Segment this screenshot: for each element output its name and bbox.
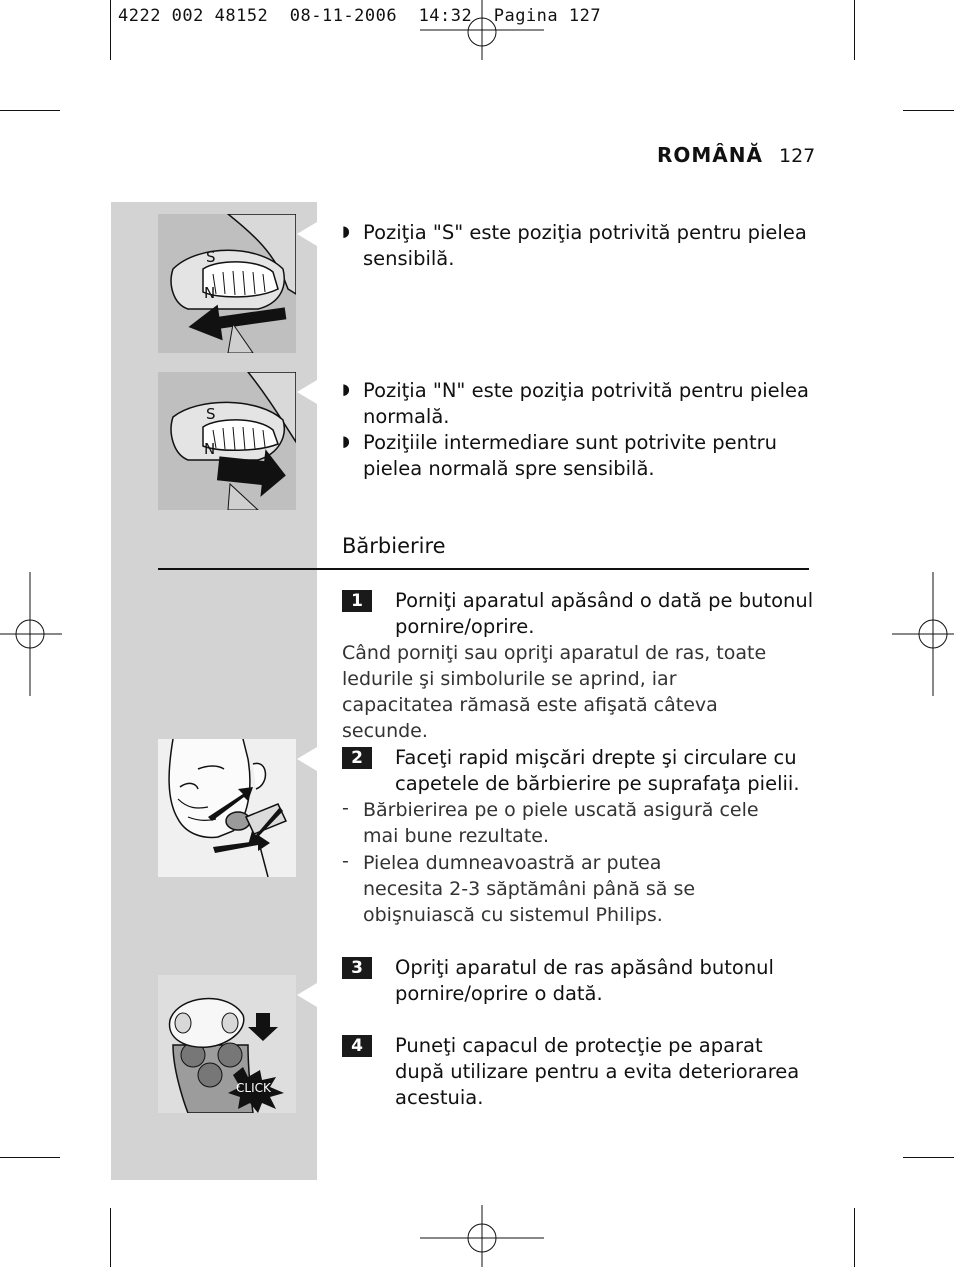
- registration-mark-left: [0, 572, 62, 696]
- comfort-setting-s-illustration: [158, 214, 296, 353]
- print-header: 4222 002 48152 08-11-2006 14:32 Pagina 127: [118, 6, 602, 26]
- setting-label-s: S: [206, 248, 216, 266]
- section-rule: [158, 568, 809, 570]
- click-label: CLICK: [236, 1081, 271, 1095]
- face-shaving-drawing: [158, 739, 296, 877]
- page-number: 127: [779, 145, 816, 167]
- step-number: 4: [342, 1035, 372, 1057]
- crop-mark: [0, 1157, 60, 1158]
- illustration-pointer: [297, 222, 317, 246]
- language-heading: ROMÂNĂ: [657, 143, 763, 167]
- setting-label-s: S: [206, 405, 216, 423]
- illustration-pointer: [297, 747, 317, 771]
- n-setting-text: Poziţia "N" este poziţia potrivită pentru pielea normală.: [363, 379, 810, 428]
- dash-note: Bărbierirea pe o piele uscată asigură cele mai bune rezultate.: [363, 799, 759, 847]
- crop-mark: [0, 110, 60, 111]
- step-number: 1: [342, 590, 372, 612]
- step-text: Opriţi aparatul de ras apăsând butonul pornire/oprire o dată.: [395, 956, 774, 1005]
- setting-label-n: N: [204, 284, 216, 302]
- dash-marker: -: [342, 850, 349, 872]
- step-note: Când porniţi sau opriţi aparatul de ras, toate ledurile şi simbolurile se aprind, iar capacitatea rămasă este afişată câteva secunde.: [342, 642, 767, 742]
- shaver-dial-n-drawing: [158, 372, 296, 510]
- bullet-icon: ◗: [342, 380, 350, 398]
- crop-mark: [854, 1208, 855, 1267]
- crop-mark: [110, 1208, 111, 1267]
- crop-mark: [854, 0, 855, 60]
- protection-cap-illustration: [158, 975, 296, 1113]
- step-text: Porniţi aparatul apăsând o dată pe butonul pornire/oprire.: [395, 589, 814, 638]
- registration-mark-bottom: [420, 1205, 544, 1267]
- step-text: Puneţi capacul de protecţie pe aparat după utilizare pentru a evita deteriorarea acestuia.: [395, 1034, 800, 1109]
- illustration-pointer: [297, 983, 317, 1007]
- intermediate-setting-text: Poziţiile intermediare sunt potrivite pentru pielea normală spre sensibilă.: [363, 431, 778, 480]
- step-number: 2: [342, 747, 372, 769]
- shaver-dial-s-drawing: [158, 214, 296, 353]
- dash-marker: -: [342, 797, 349, 819]
- bullet-icon: ◗: [342, 222, 350, 240]
- step-number: 3: [342, 957, 372, 979]
- crop-mark: [903, 1157, 954, 1158]
- crop-mark: [903, 110, 954, 111]
- bullet-icon: ◗: [342, 432, 350, 450]
- section-title: Bărbierire: [342, 534, 446, 558]
- crop-mark: [110, 0, 111, 60]
- shaving-motion-illustration: [158, 739, 296, 877]
- illustration-pointer: [297, 380, 317, 404]
- setting-label-n: N: [204, 440, 216, 458]
- s-setting-text: Poziţia "S" este poziţia potrivită pentru pielea sensibilă.: [363, 221, 807, 270]
- dash-note: Pielea dumneavoastră ar putea necesita 2-3 săptămâni până să se obişnuiască cu sistemul Philips.: [363, 852, 696, 926]
- shaver-cap-drawing: [158, 975, 296, 1113]
- registration-mark-top: [420, 0, 544, 62]
- registration-mark-right: [892, 572, 954, 696]
- step-text: Faceţi rapid mişcări drepte şi circulare cu capetele de bărbierire pe suprafaţa pielii.: [395, 746, 800, 795]
- comfort-setting-n-illustration: [158, 372, 296, 510]
